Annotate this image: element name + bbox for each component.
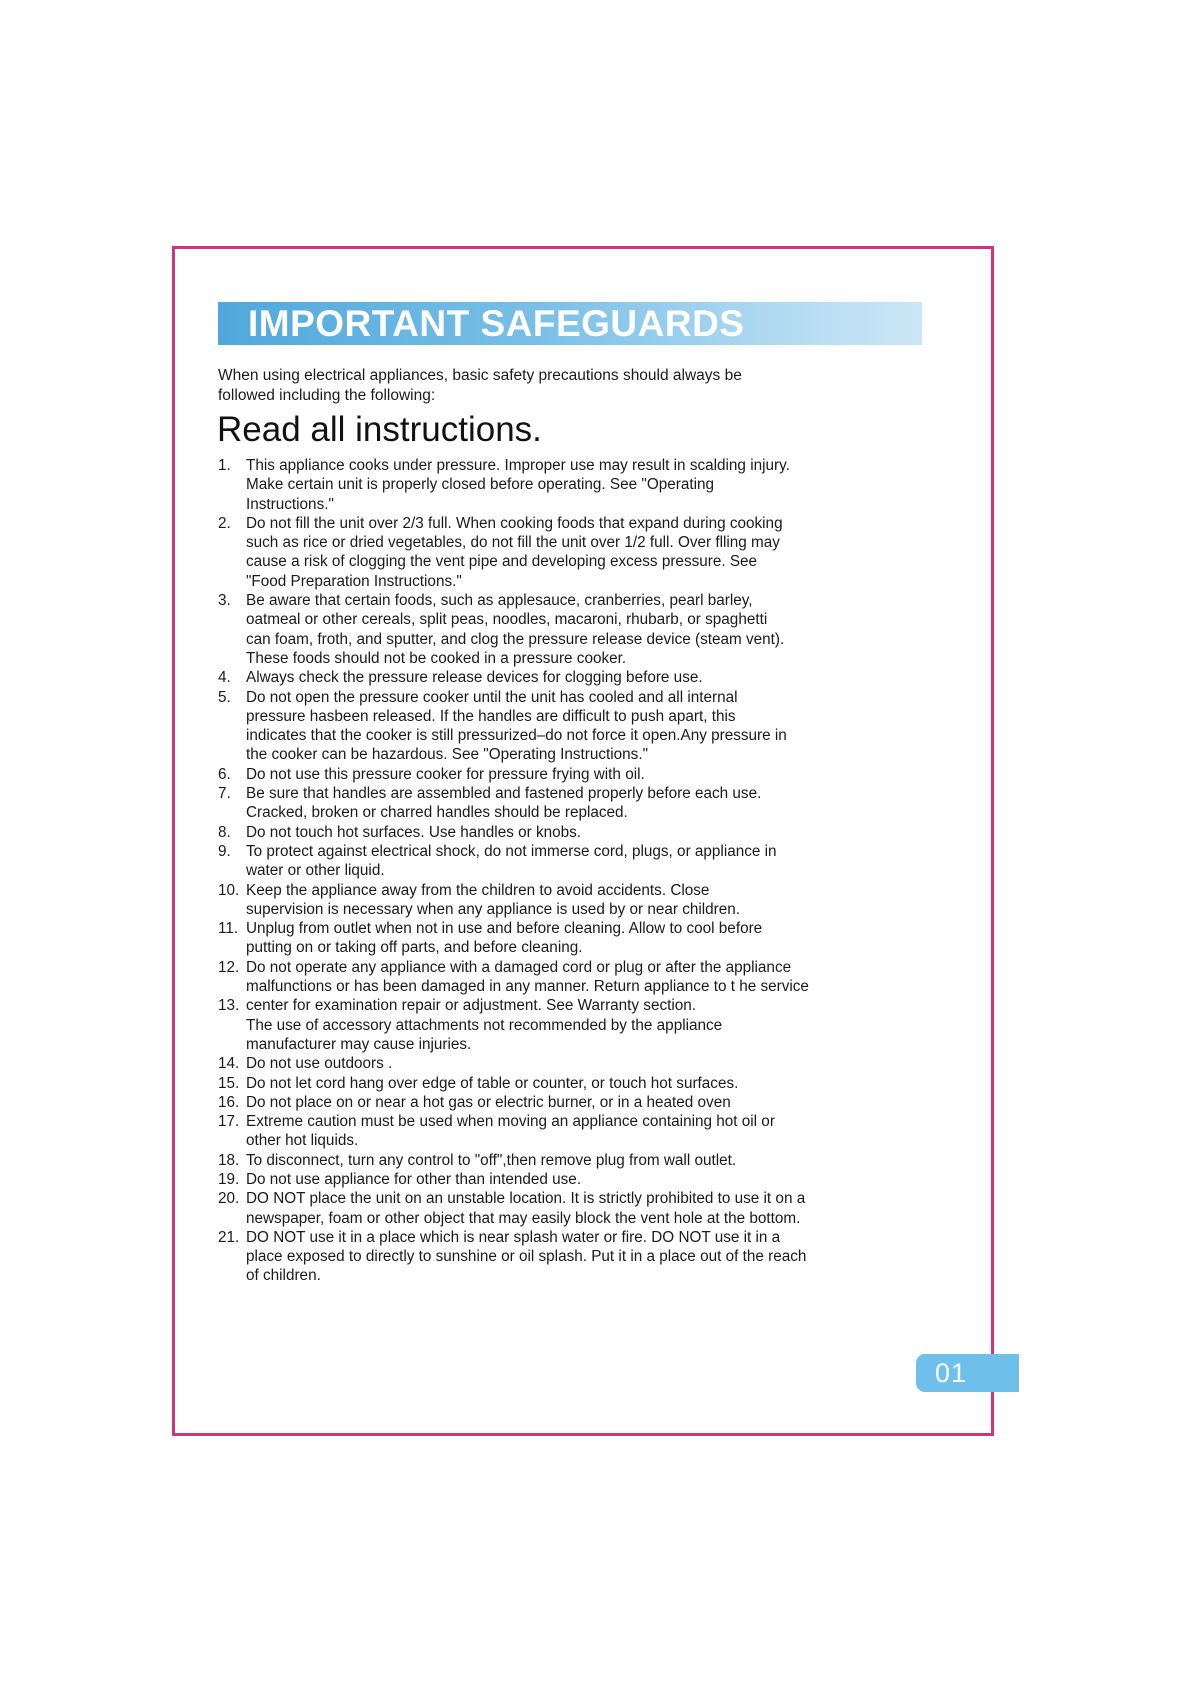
safeguard-text: Do not use appliance for other than intended use. <box>246 1170 582 1188</box>
safeguard-text: center for examination repair or adjustment. See Warranty section. The use of accessory attachments not recommended by the appliance manufacturer may cause injuries. <box>246 997 723 1053</box>
safeguard-item <box>218 514 934 591</box>
safeguard-number: 12. <box>218 958 240 976</box>
safeguard-text: Be aware that certain foods, such as applesauce, cranberries, pearl barley, oatmeal or other cereals, split peas, noodles, macaroni, rhubarb, or spaghetti can foam, froth, and sputter, and clog the pressure release device (steam vent). These foods should not be cooked in a pressure cooker. <box>246 592 785 667</box>
safeguard-number: 5. <box>218 688 231 706</box>
safeguard-number: 14. <box>218 1055 240 1073</box>
read-instructions-heading: Read all instructions. <box>217 410 542 449</box>
safeguard-item <box>218 1151 934 1170</box>
safeguard-number: 13. <box>218 997 240 1015</box>
safeguard-number: 10. <box>218 881 240 899</box>
safeguard-text: Do not operate any appliance with a damaged cord or plug or after the appliance malfunctions or has been damaged in any manner. Return appliance to t he service <box>246 958 809 996</box>
safeguard-item <box>218 784 934 823</box>
safeguard-text: DO NOT use it in a place which is near splash water or fire. DO NOT use it in a place exposed to directly to sunshine or oil splash. Put it in a place out of the reach of children. <box>246 1228 807 1285</box>
safeguard-item <box>218 591 934 668</box>
safeguard-text: Do not open the pressure cooker until the unit has cooled and all internal pressure hasbeen released. If the handles are difficult to push apart, this indicates that the cooker is still pressurized–do not force it open.Any pressure in the cooker can be hazardous. See "Operating Instructions." <box>246 688 787 764</box>
safeguard-text: Do not place on or near a hot gas or electric burner, or in a heated oven <box>246 1093 731 1111</box>
safeguard-number: 21. <box>218 1228 240 1246</box>
safeguard-text: To protect against electrical shock, do not immerse cord, plugs, or appliance in water or other liquid. <box>246 842 777 880</box>
safeguards-list <box>218 456 934 1286</box>
safeguard-number: 3. <box>218 592 231 610</box>
safeguard-number: 8. <box>218 823 231 841</box>
safeguard-number: 4. <box>218 669 231 687</box>
safeguard-item <box>218 823 934 842</box>
page-number: 01 <box>935 1357 968 1388</box>
safeguard-item <box>218 996 934 1054</box>
safeguard-text: Be sure that handles are assembled and fastened properly before each use. Cracked, broken or charred handles should be replaced. <box>246 785 762 822</box>
safeguard-item <box>218 1228 934 1286</box>
safeguard-number: 7. <box>218 785 231 803</box>
safeguard-number: 17. <box>218 1113 240 1131</box>
safeguard-text: Always check the pressure release devices for clogging before use. <box>246 669 703 687</box>
safeguard-text: Do not fill the unit over 2/3 full. When cooking foods that expand during cooking such as rice or dried vegetables, do not fill the unit over 1/2 full. Over flling may cause a risk of clogging the vent pipe and developing excess pressure. See "Food Preparation Instructions." <box>246 514 783 590</box>
safeguard-number: 15. <box>218 1074 240 1092</box>
safeguard-number: 20. <box>218 1190 240 1208</box>
intro-text: When using electrical appliances, basic safety precautions should always be followed including the following: <box>218 367 742 404</box>
safeguard-item <box>218 456 934 514</box>
safeguard-item <box>218 1054 934 1073</box>
safeguard-text: To disconnect, turn any control to "off",then remove plug from wall outlet. <box>246 1151 737 1169</box>
safeguard-item <box>218 688 934 765</box>
safeguard-text: Do not touch hot surfaces. Use handles or knobs. <box>246 823 582 841</box>
safeguard-text: Do not use outdoors . <box>246 1055 393 1073</box>
title-banner <box>218 302 922 345</box>
safeguard-number: 6. <box>218 765 231 783</box>
safeguard-number: 19. <box>218 1170 240 1188</box>
safeguard-item <box>218 1112 934 1151</box>
safeguard-text: Extreme caution must be used when moving an appliance containing hot oil or other hot liquids. <box>246 1113 775 1150</box>
safeguard-item <box>218 1074 934 1093</box>
safeguard-item <box>218 765 934 784</box>
safeguard-item <box>218 668 934 687</box>
safeguard-number: 1. <box>218 457 231 474</box>
safeguard-text: Keep the appliance away from the children to avoid accidents. Close supervision is necessary when any appliance is used by or near children. <box>246 881 741 918</box>
safeguard-text: DO NOT place the unit on an unstable location. It is strictly prohibited to use it on a newspaper, foam or other object that may easily block the vent hole at the bottom. <box>246 1190 806 1227</box>
safeguard-number: 18. <box>218 1151 240 1169</box>
safeguard-item <box>218 881 934 920</box>
safeguard-text: This appliance cooks under pressure. Improper use may result in scalding injury. Make certain unit is properly closed before operating. See "Operating Instructions." <box>246 457 790 513</box>
safeguard-item <box>218 1093 934 1112</box>
safeguard-item <box>218 958 934 997</box>
safeguard-number: 16. <box>218 1093 240 1111</box>
safeguard-text: Do not use this pressure cooker for pressure frying with oil. <box>246 765 645 783</box>
page-number-tab <box>916 1354 1019 1392</box>
safeguard-number: 11. <box>218 920 239 938</box>
safeguard-item <box>218 919 934 958</box>
page-title: IMPORTANT SAFEGUARDS <box>248 303 745 344</box>
safeguard-number: 2. <box>218 514 231 532</box>
safeguard-number: 9. <box>218 842 231 860</box>
safeguard-text: Do not let cord hang over edge of table or counter, or touch hot surfaces. <box>246 1074 739 1092</box>
safeguard-item <box>218 842 934 881</box>
safeguard-item <box>218 1170 934 1189</box>
safeguard-item <box>218 1189 934 1228</box>
safeguard-text: Unplug from outlet when not in use and before cleaning. Allow to cool before putting on or taking off parts, and before cleaning. <box>246 920 763 957</box>
